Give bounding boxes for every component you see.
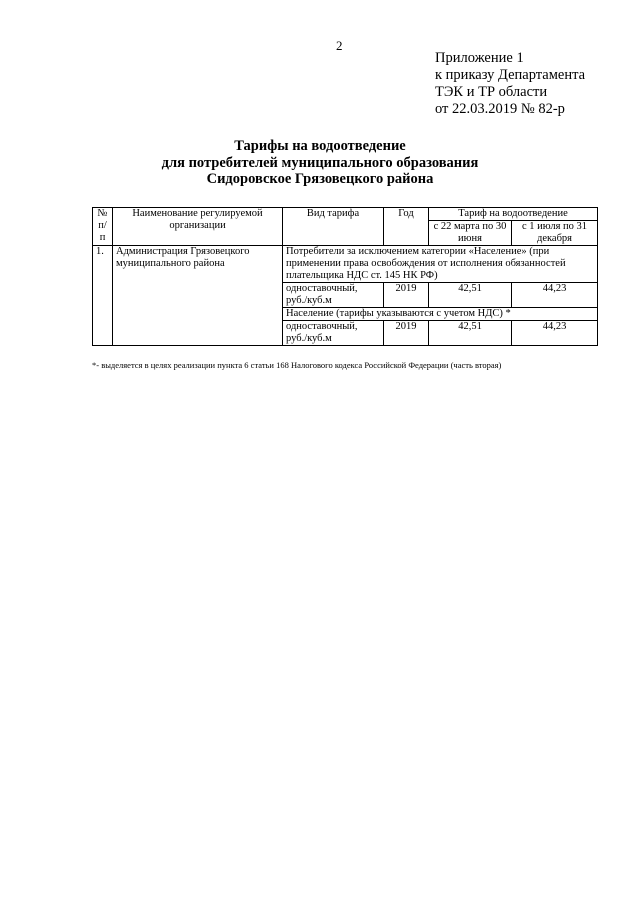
group2-label: Население (тарифы указываются с учетом НДС) * — [283, 308, 598, 321]
title-line: Сидоровское Грязовецкого района — [206, 171, 434, 187]
footnote: *- выделяется в целях реализации пункта 6 статьи 168 Налогового кодекса Российской Федерации (часть вторая) — [92, 360, 502, 370]
g2-type: одноставочный, руб./куб.м — [283, 321, 384, 346]
table-row — [93, 246, 598, 283]
header-type: Вид тарифа — [283, 208, 384, 246]
table-header-row — [93, 208, 598, 221]
row-org: Администрация Грязовецкого муниципального района — [113, 246, 283, 346]
appendix-line: к приказу Департамента — [435, 67, 586, 83]
g1-period2: 44,23 — [512, 283, 598, 308]
document-title — [0, 138, 640, 188]
appendix-line: ТЭК и ТР области — [435, 84, 548, 100]
page-number: 2 — [336, 38, 343, 53]
header-period2: с 1 июля по 31 декабря — [512, 221, 598, 246]
row-num: 1. — [93, 246, 113, 346]
g2-period1: 42,51 — [429, 321, 512, 346]
header-num: № п/п — [93, 208, 113, 246]
header-tariff: Тариф на водоотведение — [429, 208, 598, 221]
group1-label: Потребители за исключением категории «Население» (при применении права освобождения от исполнения обязанностей плательщика НДС ст. 145 НК РФ) — [283, 246, 598, 283]
title-line: Тарифы на водоотведение — [234, 138, 406, 154]
title-line: для потребителей муниципального образования — [161, 154, 479, 171]
tariff-table — [92, 207, 598, 346]
appendix-line: от 22.03.2019 № 82-р — [435, 101, 565, 117]
appendix-header — [435, 50, 585, 118]
header-year: Год — [384, 208, 429, 246]
header-org: Наименование регулируемой организации — [113, 208, 283, 246]
g1-period1: 42,51 — [429, 283, 512, 308]
g1-year: 2019 — [384, 283, 429, 308]
g2-year: 2019 — [384, 321, 429, 346]
appendix-line: Приложение 1 — [435, 50, 524, 66]
header-period1: с 22 марта по 30 июня — [429, 221, 512, 246]
g2-period2: 44,23 — [512, 321, 598, 346]
g1-type: одноставочный, руб./куб.м — [283, 283, 384, 308]
